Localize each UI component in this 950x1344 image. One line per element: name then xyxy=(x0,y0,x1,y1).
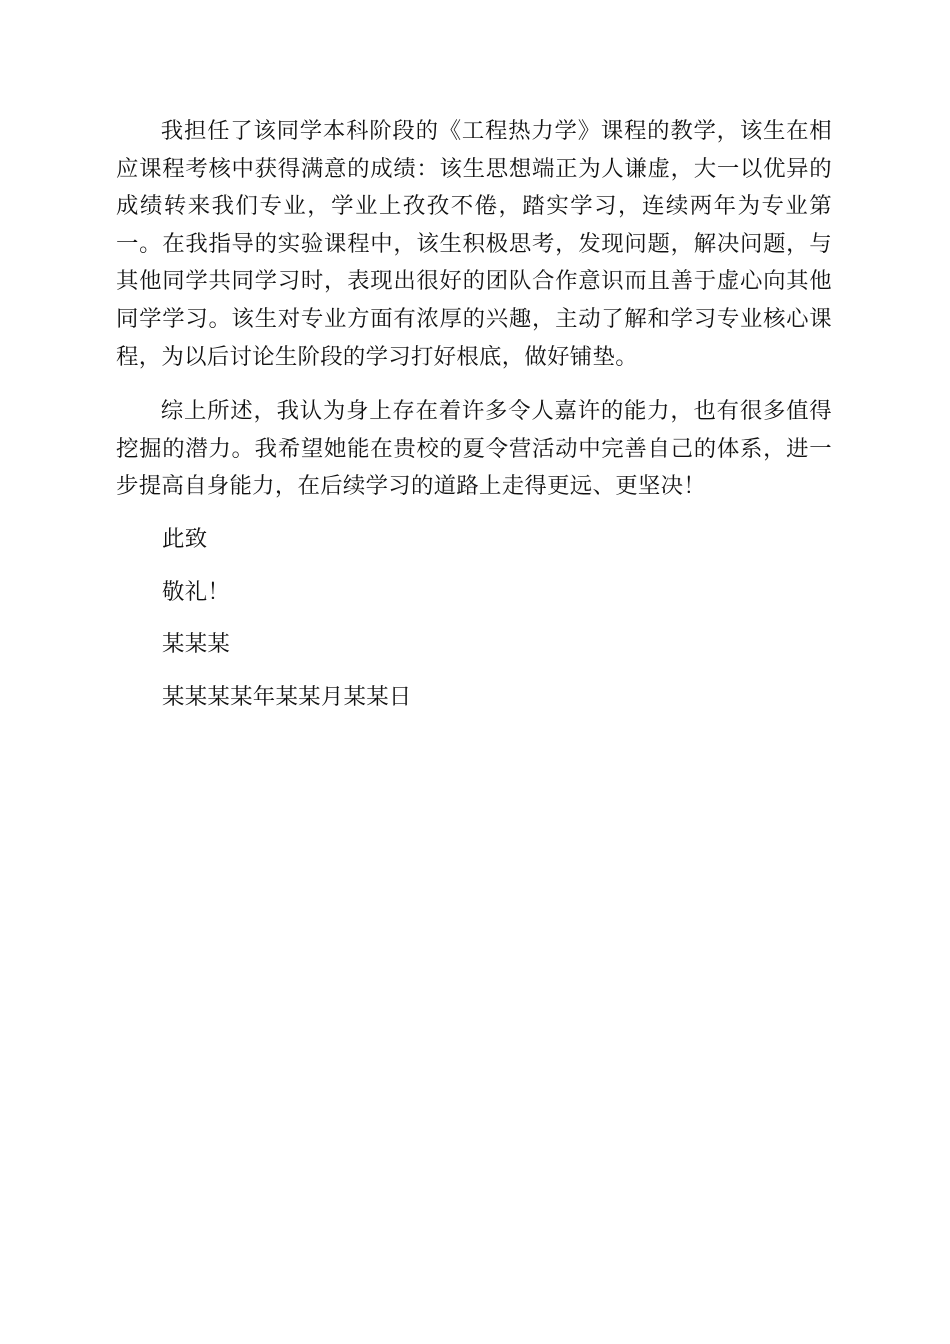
signature: 某某某 xyxy=(162,631,231,658)
paragraph-course-evaluation: 我担任了该同学本科阶段的《工程热力学》课程的教学，该生在相应课程考核中获得满意的成绩：该生思想端正为人谦虚，大一以优异的成绩转来我们专业，学业上孜孜不倦，踏实学习，连续两年为专业第一。在我指导的实验课程中，该生积极思考，发现问题，解决问题，与其他同学共同学习时，表现出很好的团队合作意识而且善于虚心向其他同学学习。该生对专业方面有浓厚的兴趣，主动了解和学习专业核心课程，为以后讨论生阶段的学习打好根底，做好铺垫。 xyxy=(116,118,832,370)
closing-phrase: 此致 xyxy=(162,525,208,552)
letter-date: 某某某某年某某月某某日 xyxy=(162,683,412,710)
salutation: 敬礼！ xyxy=(162,578,231,605)
letter-body xyxy=(116,113,832,716)
paragraph-summary: 综上所述，我认为身上存在着许多令人嘉许的能力，也有很多值得挖掘的潜力。我希望她能在贵校的夏令营活动中完善自己的体系，进一步提高自身能力，在后续学习的道路上走得更远、更坚决！ xyxy=(116,398,832,500)
